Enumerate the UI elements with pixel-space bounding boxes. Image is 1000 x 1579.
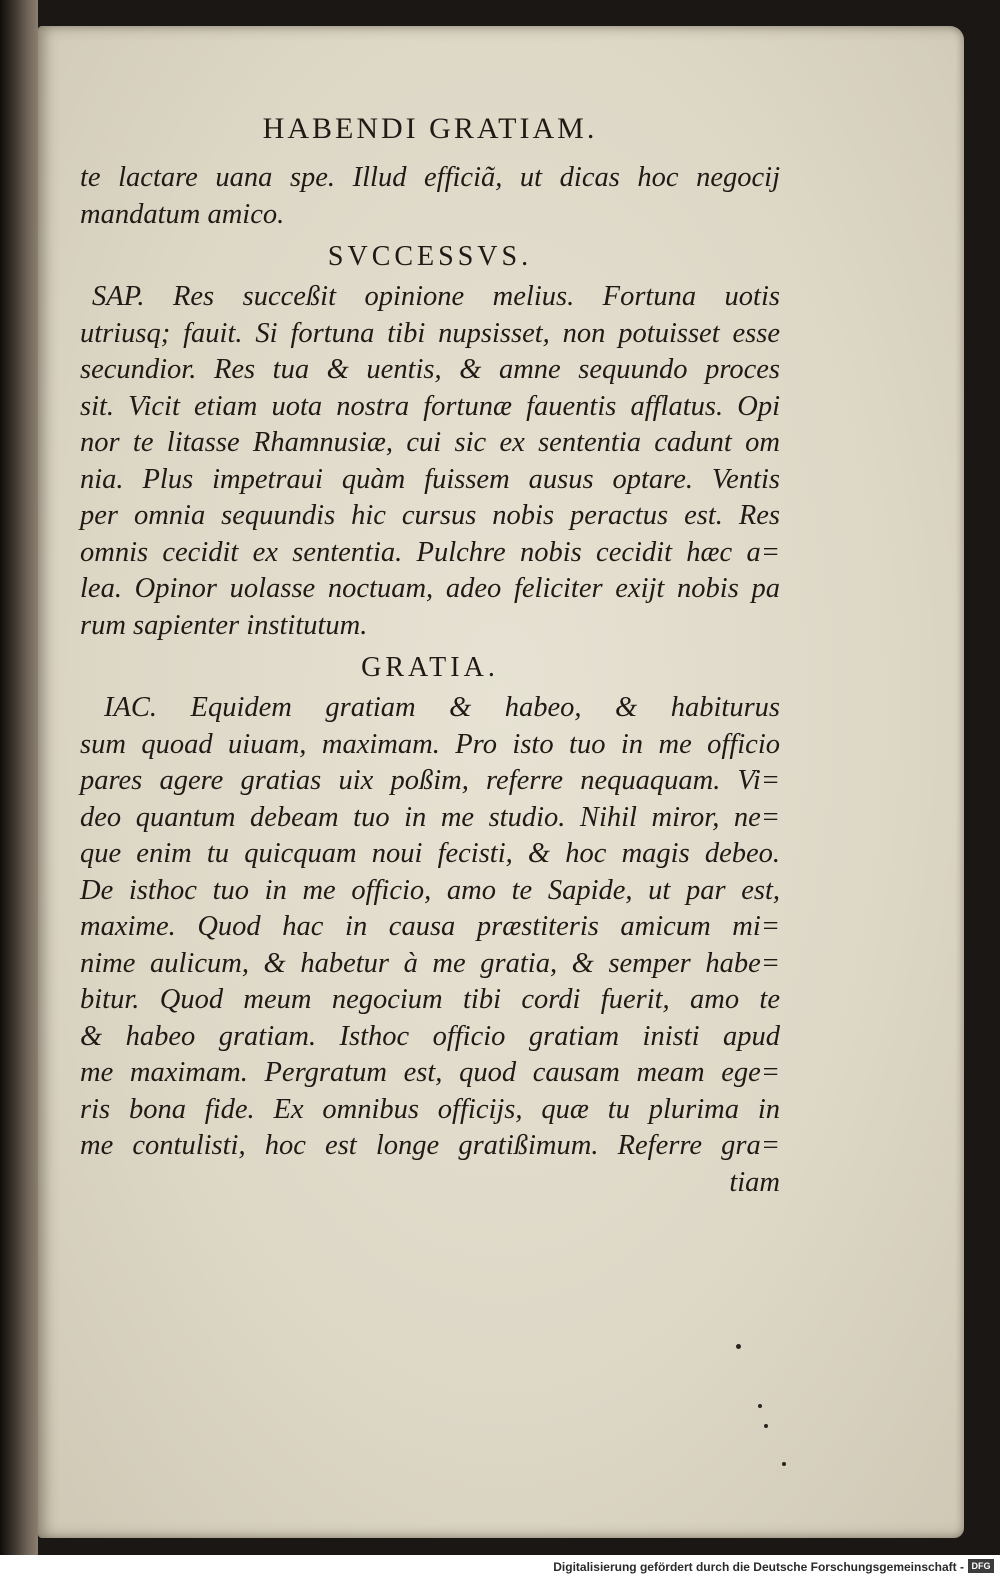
text-line: pares agere gratias uix poßim, referre nequaquam. Vi= [80, 765, 780, 796]
text-line: De isthoc tuo in me officio, amo te Sapide, ut par est, [80, 874, 780, 906]
paper-speck [736, 1344, 741, 1349]
text-line: lea. Opinor uolasse noctuam, adeo feliciter exijt nobis pa [80, 573, 780, 604]
text-line: nia. Plus impetraui quàm fuissem ausus optare. Ventis [80, 463, 780, 495]
paper-speck [764, 1424, 768, 1428]
book-page [38, 26, 964, 1538]
text-line: SAP. Res succeßit opinione melius. Fortuna uotis [92, 281, 780, 312]
paper-speck [782, 1462, 786, 1466]
text-line: ris bona fide. Ex omnibus officijs, quæ tu plurima in [80, 1093, 780, 1125]
text-line: per omnia sequundis hic cursus nobis peractus est. Res [80, 500, 780, 531]
text-line: maxime. Quod hac in causa præstiteris amicum mi= [80, 911, 780, 942]
book-binding-edge [0, 0, 38, 1555]
text-line: omnis cecidit ex sententia. Pulchre nobis cecidit hæc a= [80, 536, 780, 568]
text-line: que enim tu quicquam noui fecisti, & hoc magis debeo. [80, 838, 780, 869]
text-line: IAC. Equidem gratiam & habeo, & habiturus [104, 692, 780, 723]
page-text [80, 112, 780, 1201]
paper-speck [758, 1404, 762, 1408]
text-line: secundior. Res tua & uentis, & amne sequundo proces [80, 354, 780, 385]
text-line: & habeo gratiam. Isthoc officio gratiam inisti apud [80, 1020, 780, 1052]
section-body-successus [80, 279, 780, 644]
text-line: mandatum amico. [80, 198, 285, 230]
text-line: utriusq; fauit. Si fortuna tibi nupsisset, non potuisset esse [80, 317, 780, 349]
text-line: sit. Vicit etiam uota nostra fortunæ fauentis afflatus. Opi [80, 390, 780, 422]
text-line: bitur. Quod meum negocium tibi cordi fuerit, amo te [80, 984, 780, 1015]
digitization-credit: Digitalisierung gefördert durch die Deutsche Forschungsgemeinschaft - [553, 1560, 964, 1574]
text-line: nime aulicum, & habetur à me gratia, & semper habe= [80, 947, 780, 979]
text-line: nor te litasse Rhamnusiæ, cui sic ex sententia cadunt om [80, 427, 780, 458]
text-line: rum sapienter institutum. [80, 609, 368, 641]
intro-paragraph [80, 160, 780, 233]
text-line: deo quantum debeam tuo in me studio. Nihil miror, ne= [80, 801, 780, 833]
section-body-gratia [80, 690, 780, 1165]
catchword: tiam [729, 1166, 780, 1198]
text-line: me maximam. Pergratum est, quod causam meam ege= [80, 1057, 780, 1088]
text-line: te lactare uana spe. Illud efficiã, ut dicas hoc negocij [80, 162, 780, 193]
section-heading-successus: SVCCESSVS. [327, 241, 533, 272]
text-line: me contulisti, hoc est longe gratißimum. Referre gra= [80, 1130, 780, 1161]
section-heading-gratia: GRATIA. [361, 652, 499, 683]
dfg-logo: DFG [968, 1559, 994, 1573]
text-line: sum quoad uiuam, maximam. Pro isto tuo in me officio [80, 728, 780, 760]
running-head: HABENDI GRATIAM. [262, 112, 598, 145]
